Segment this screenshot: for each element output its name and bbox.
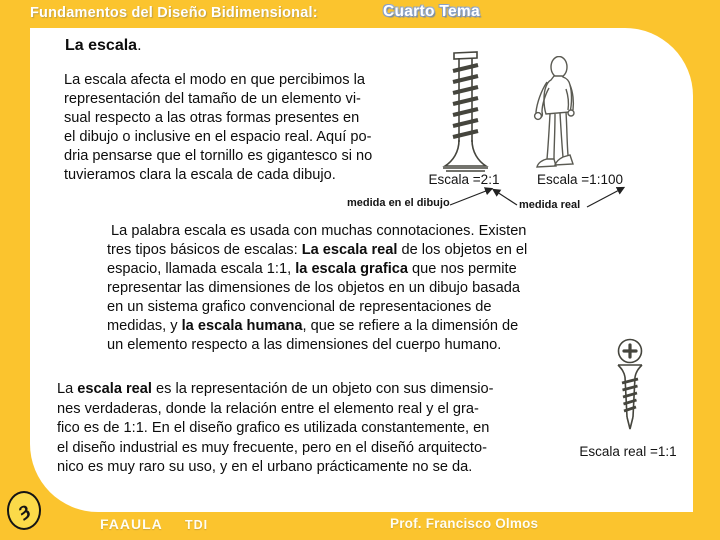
header-course-title: Fundamentos del Diseño Bidimensional: bbox=[30, 5, 318, 21]
slide-title: La escala. bbox=[65, 37, 142, 54]
paragraph-types: La palabra escala es usada con muchas connotaciones. Existen tres tipos básicos de escalas: La escala real de los objetos en el espacio, llamada escala 1:1, la escala grafica que nos permite representar las dimensiones de los objetos en un dibujo basada en un sistema grafico convencional de representaciones de medidas, y la escala humana, que se refiere a la dimensión de un elemento respecto a las dimensiones del cuerpo humano. bbox=[107, 223, 528, 353]
footer-faculty: FAAULA bbox=[100, 516, 163, 532]
scale-real-label: Escala real =1:1 bbox=[579, 444, 677, 459]
logo-glyph: ȝ bbox=[15, 498, 33, 523]
logo-icon bbox=[7, 491, 41, 530]
paragraph-intro: La escala afecta el modo en que percibimos la representación del tamaño de un elemento vi- sual respecto a las otras formas presentes en el dibujo o inclusive en el espacio real. Aquí po- dria pensarse que el tornillo es gigantesco si no tuvieramos clara la escala de cada dibujo. bbox=[64, 72, 373, 183]
drawing-measure-label: medida en el dibujo bbox=[347, 197, 450, 209]
paragraph-real-scale: La escala real es la representación de un objeto con sus dimensio- nes verdaderas, donde la relación entre el elemento real y el gra- fico es de 1:1. En el diseño grafico es utilizada constantemente, en el diseño industrial es muy frecuente, pero en el diseñó arquitecto- nico es muy raro su uso, y en el urbano prácticamente no se da. bbox=[57, 381, 494, 476]
screw-real-icon bbox=[606, 338, 654, 438]
scale-2to1-label: Escala =2:1 bbox=[428, 172, 500, 187]
person-figure-icon bbox=[526, 56, 590, 176]
scale-1to100-label: Escala =1:100 bbox=[537, 172, 623, 187]
footer-course-code: TDI bbox=[185, 518, 209, 532]
real-measure-label: medida real bbox=[519, 199, 581, 211]
header-topic: Cuarto Tema bbox=[383, 3, 480, 20]
screw-2to1-icon bbox=[432, 50, 496, 174]
footer-professor: Prof. Francisco Olmos bbox=[390, 516, 539, 531]
